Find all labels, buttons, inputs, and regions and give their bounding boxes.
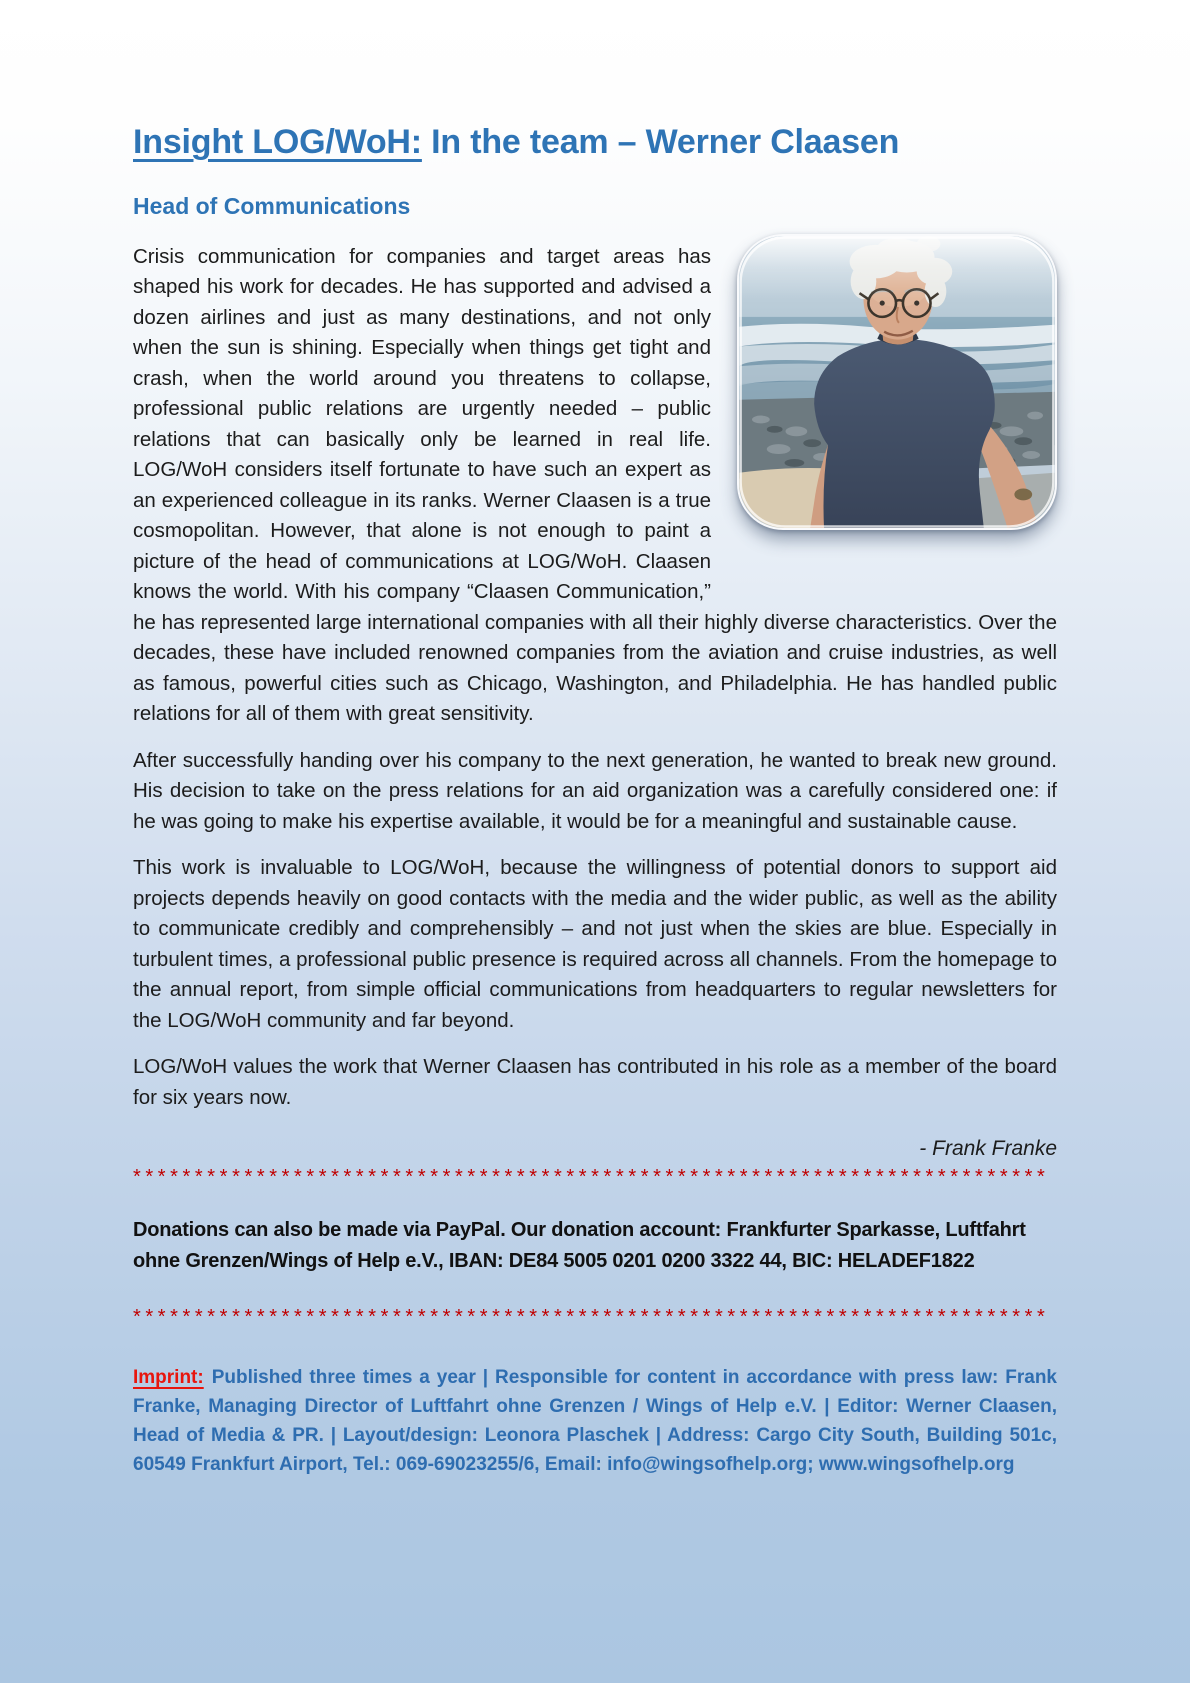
- section-subtitle: Head of Communications: [133, 192, 411, 219]
- page-title-rest-part: In the team – Werner Claasen: [421, 123, 900, 161]
- imprint-text: Published three times a year | Responsible for content in accordance with press law: Frank Franke, Managing Director of Luftfahrt ohne Grenzen / Wings of Help e.V. | Editor: Werner Claasen, Head of Media & PR. | Layout/design: Leonora Plaschek | Address: Cargo City South, Building 501c, 60549 Frankfurt Airport, Tel.: 069-69023255/6, Email: info@wingsofhelp.org; www.wingsofhelp.org: [133, 1367, 1057, 1476]
- body-paragraph-1-text: Crisis communication for companies and target areas has shaped his work for decades. He has supported and advised a dozen airlines and just as many destinations, and not only when the sun is shining. Especially when things get tight and crash, when the world around you threatens to collapse, professional public relations are urgently needed – public relations that can basically only be learned in real life. LOG/WoH considers itself fortunate to have such an expert as an experienced colleague in its ranks. Werner Claasen is a true cosmopolitan. However, that alone is not enough to paint a picture of the head of communications at LOG/WoH. Claasen knows the world. With his company “Claasen Communication,” he has represented large international companies with all their highly diverse characteristics. Over the decades, these have included renowned companies from the aviation and cruise industries, as well as famous, powerful cities such as Chicago, Washington, and Philadelphia. He has handled public relations for all of them with great sensitivity.: [133, 244, 1057, 726]
- page-title: [133, 122, 1057, 163]
- body-paragraph-2: After successfully handing over his company to the next generation, he wanted to break new ground. His decision to take on the press relations for an aid organization was a carefully considered one: if he was going to make his expertise available, it would be for a meaningful and sustainable cause.: [133, 748, 1057, 833]
- wristwatch: [1014, 488, 1032, 500]
- gloss-highlight: [739, 236, 1055, 299]
- body-paragraph-3: This work is invaluable to LOG/WoH, because the willingness of potential donors to support aid projects depends heavily on good contacts with the media and the wider public, as well as the ability to communicate credibly and comprehensibly – and not just when the skies are blue. Especially in turbulent times, a professional public presence is required across all channels. From the homepage to the annual report, from simple official communications from headquarters to regular newsletters for the LOG/WoH community and far beyond.: [133, 856, 1057, 1032]
- author-attribution: - Frank Franke: [919, 1137, 1057, 1161]
- separator-asterisks-bottom: **************************************************************************: [133, 1306, 1050, 1329]
- t-shirt: [814, 338, 995, 527]
- donation-notice: Donations can also be made via PayPal. Our donation account: Frankfurter Sparkasse, Luftfahrt ohne Grenzen/Wings of Help e.V., IBAN: DE84 5005 0201 0200 3322 44, BIC: HELADEF1822: [133, 1219, 1026, 1273]
- imprint-section: [133, 1363, 1057, 1479]
- separator-asterisks-top: **************************************************************************: [133, 1166, 1050, 1189]
- photo-float-frame: [711, 234, 1057, 584]
- page-title-underlined-part: Insight LOG/WoH:: [133, 123, 422, 161]
- imprint-label: Imprint:: [133, 1367, 204, 1389]
- werner-claasen-photo: [737, 234, 1057, 530]
- body-paragraph-1: [133, 242, 1057, 730]
- body-paragraph-4: LOG/WoH values the work that Werner Claasen has contributed in his role as a member of the board for six years now.: [133, 1055, 1057, 1109]
- beach-portrait-illustration: [739, 236, 1055, 528]
